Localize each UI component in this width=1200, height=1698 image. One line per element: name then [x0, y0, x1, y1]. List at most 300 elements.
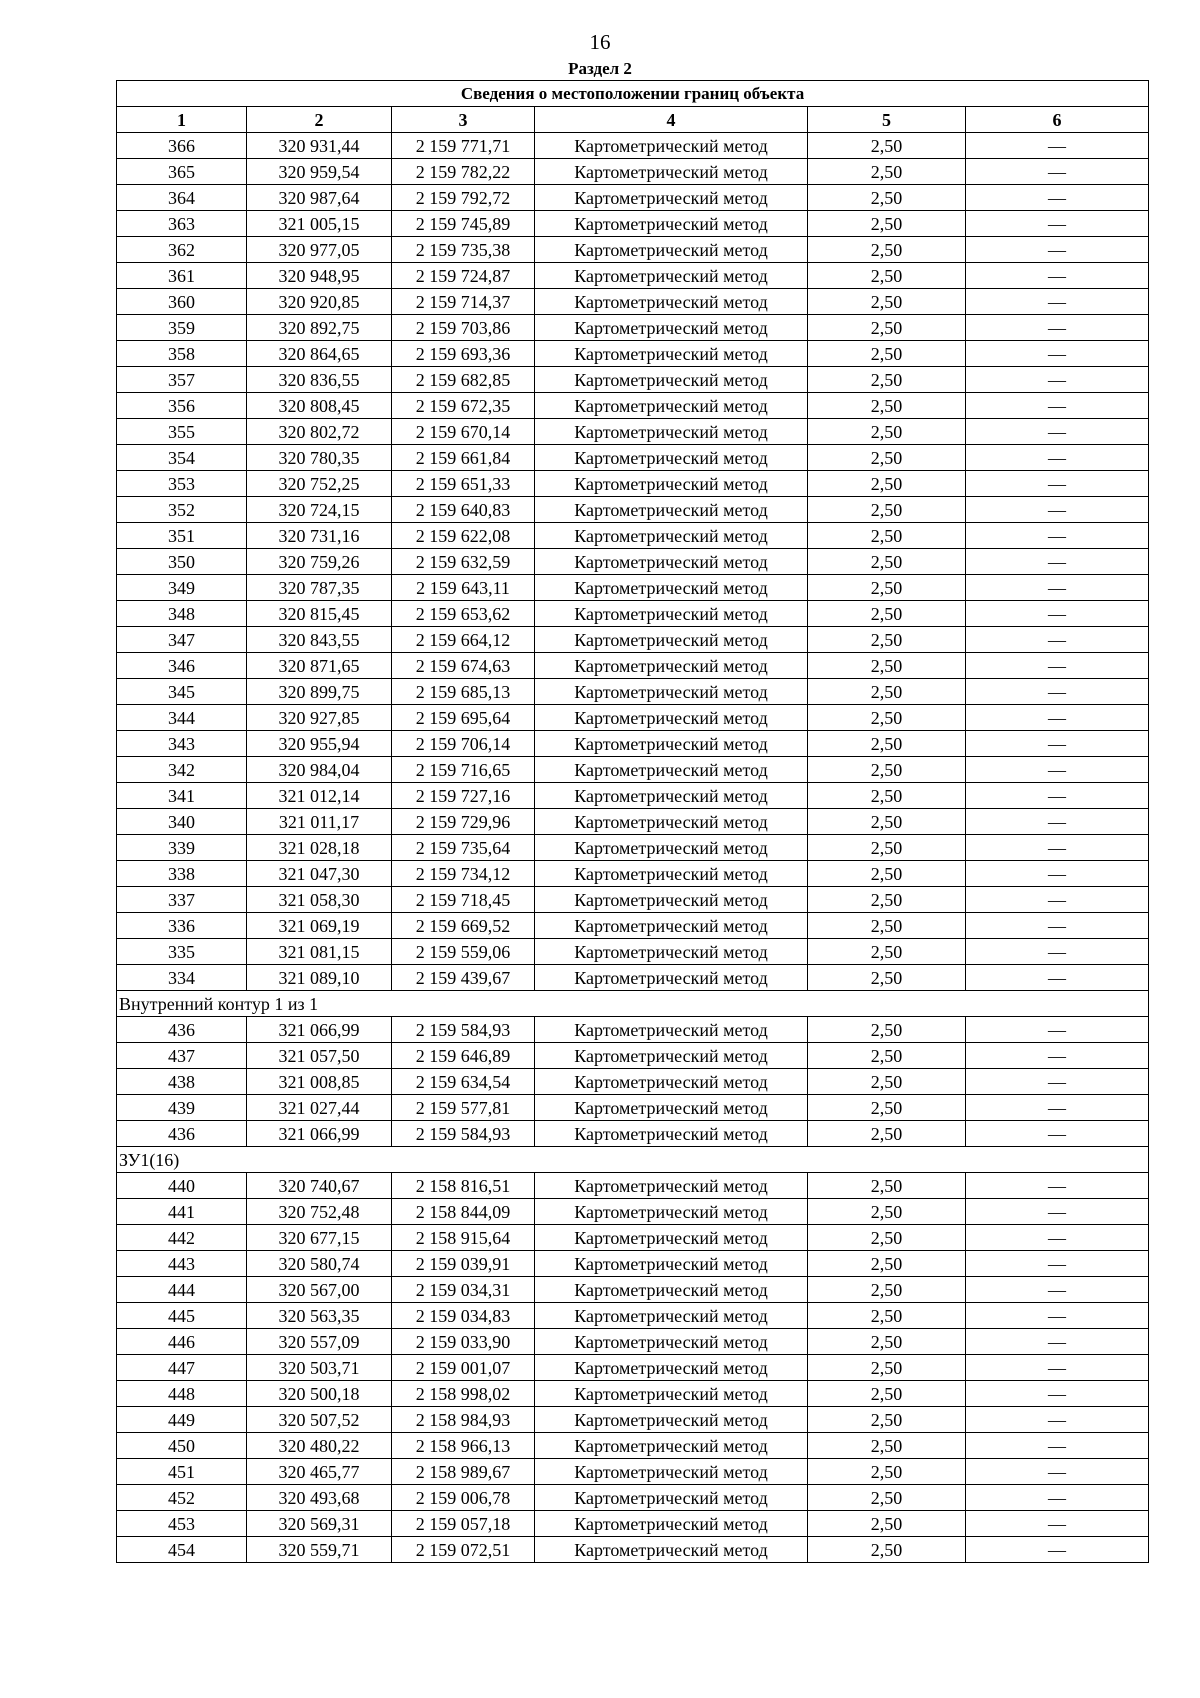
table-row [117, 861, 1149, 887]
table-row [117, 887, 1149, 913]
accuracy-cell: 2,50 [808, 1277, 966, 1303]
y-coordinate-cell: 2 159 735,38 [392, 237, 535, 263]
method-cell: Картометрический метод [535, 419, 808, 445]
point-number-cell: 348 [117, 601, 247, 627]
x-coordinate-cell: 320 787,35 [247, 575, 392, 601]
accuracy-cell: 2,50 [808, 1381, 966, 1407]
accuracy-cell: 2,50 [808, 185, 966, 211]
note-cell: — [966, 1173, 1149, 1199]
note-cell: — [966, 237, 1149, 263]
note-cell: — [966, 913, 1149, 939]
x-coordinate-cell: 320 752,48 [247, 1199, 392, 1225]
table-caption: Сведения о местоположении границ объекта [117, 81, 1149, 107]
x-coordinate-cell: 320 959,54 [247, 159, 392, 185]
table-row [117, 1303, 1149, 1329]
y-coordinate-cell: 2 159 703,86 [392, 315, 535, 341]
table-head [117, 81, 1149, 133]
x-coordinate-cell: 321 058,30 [247, 887, 392, 913]
table-row [117, 757, 1149, 783]
accuracy-cell: 2,50 [808, 393, 966, 419]
table-row [117, 965, 1149, 991]
table-row [117, 549, 1149, 575]
point-number-cell: 436 [117, 1121, 247, 1147]
method-cell: Картометрический метод [535, 1433, 808, 1459]
y-coordinate-cell: 2 159 664,12 [392, 627, 535, 653]
note-cell: — [966, 861, 1149, 887]
method-cell: Картометрический метод [535, 1537, 808, 1563]
x-coordinate-cell: 320 948,95 [247, 263, 392, 289]
accuracy-cell: 2,50 [808, 1121, 966, 1147]
y-coordinate-cell: 2 158 989,67 [392, 1459, 535, 1485]
y-coordinate-cell: 2 158 816,51 [392, 1173, 535, 1199]
note-cell: — [966, 445, 1149, 471]
point-number-cell: 355 [117, 419, 247, 445]
point-number-cell: 361 [117, 263, 247, 289]
method-cell: Картометрический метод [535, 393, 808, 419]
method-cell: Картометрический метод [535, 835, 808, 861]
note-cell: — [966, 627, 1149, 653]
accuracy-cell: 2,50 [808, 1537, 966, 1563]
note-cell: — [966, 757, 1149, 783]
note-cell: — [966, 575, 1149, 601]
point-number-cell: 335 [117, 939, 247, 965]
method-cell: Картометрический метод [535, 1017, 808, 1043]
point-number-cell: 350 [117, 549, 247, 575]
note-cell: — [966, 679, 1149, 705]
note-cell: — [966, 1225, 1149, 1251]
accuracy-cell: 2,50 [808, 1199, 966, 1225]
note-cell: — [966, 289, 1149, 315]
method-cell: Картометрический метод [535, 289, 808, 315]
column-header-2: 2 [247, 107, 392, 133]
x-coordinate-cell: 321 081,15 [247, 939, 392, 965]
column-header-1: 1 [117, 107, 247, 133]
y-coordinate-cell: 2 159 001,07 [392, 1355, 535, 1381]
point-number-cell: 352 [117, 497, 247, 523]
y-coordinate-cell: 2 159 439,67 [392, 965, 535, 991]
note-cell: — [966, 549, 1149, 575]
x-coordinate-cell: 320 987,64 [247, 185, 392, 211]
method-cell: Картометрический метод [535, 679, 808, 705]
y-coordinate-cell: 2 159 034,31 [392, 1277, 535, 1303]
accuracy-cell: 2,50 [808, 575, 966, 601]
table-row [117, 1329, 1149, 1355]
note-cell: — [966, 159, 1149, 185]
x-coordinate-cell: 320 752,25 [247, 471, 392, 497]
table-row [117, 1537, 1149, 1563]
point-number-cell: 437 [117, 1043, 247, 1069]
accuracy-cell: 2,50 [808, 1225, 966, 1251]
point-number-cell: 356 [117, 393, 247, 419]
point-number-cell: 438 [117, 1069, 247, 1095]
y-coordinate-cell: 2 159 771,71 [392, 133, 535, 159]
y-coordinate-cell: 2 159 559,06 [392, 939, 535, 965]
x-coordinate-cell: 321 012,14 [247, 783, 392, 809]
x-coordinate-cell: 321 047,30 [247, 861, 392, 887]
note-cell: — [966, 1303, 1149, 1329]
table-row [117, 653, 1149, 679]
point-number-cell: 336 [117, 913, 247, 939]
table-row [117, 679, 1149, 705]
x-coordinate-cell: 320 503,71 [247, 1355, 392, 1381]
note-cell: — [966, 263, 1149, 289]
y-coordinate-cell: 2 158 966,13 [392, 1433, 535, 1459]
table-row [117, 627, 1149, 653]
note-cell: — [966, 731, 1149, 757]
x-coordinate-cell: 320 927,85 [247, 705, 392, 731]
x-coordinate-cell: 320 871,65 [247, 653, 392, 679]
point-number-cell: 359 [117, 315, 247, 341]
y-coordinate-cell: 2 159 674,63 [392, 653, 535, 679]
accuracy-cell: 2,50 [808, 289, 966, 315]
note-cell: — [966, 965, 1149, 991]
column-header-5: 5 [808, 107, 966, 133]
y-coordinate-cell: 2 159 640,83 [392, 497, 535, 523]
note-cell: — [966, 809, 1149, 835]
x-coordinate-cell: 320 677,15 [247, 1225, 392, 1251]
point-number-cell: 446 [117, 1329, 247, 1355]
method-cell: Картометрический метод [535, 1329, 808, 1355]
point-number-cell: 338 [117, 861, 247, 887]
table-row [117, 731, 1149, 757]
x-coordinate-cell: 320 507,52 [247, 1407, 392, 1433]
point-number-cell: 450 [117, 1433, 247, 1459]
method-cell: Картометрический метод [535, 497, 808, 523]
method-cell: Картометрический метод [535, 1173, 808, 1199]
note-cell: — [966, 1017, 1149, 1043]
y-coordinate-cell: 2 159 651,33 [392, 471, 535, 497]
accuracy-cell: 2,50 [808, 1069, 966, 1095]
y-coordinate-cell: 2 159 072,51 [392, 1537, 535, 1563]
point-number-cell: 366 [117, 133, 247, 159]
x-coordinate-cell: 320 808,45 [247, 393, 392, 419]
accuracy-cell: 2,50 [808, 341, 966, 367]
table-row [117, 1069, 1149, 1095]
table-row [117, 809, 1149, 835]
y-coordinate-cell: 2 159 706,14 [392, 731, 535, 757]
method-cell: Картометрический метод [535, 861, 808, 887]
method-cell: Картометрический метод [535, 757, 808, 783]
point-number-cell: 343 [117, 731, 247, 757]
y-coordinate-cell: 2 159 653,62 [392, 601, 535, 627]
method-cell: Картометрический метод [535, 1407, 808, 1433]
y-coordinate-cell: 2 159 634,54 [392, 1069, 535, 1095]
note-cell: — [966, 185, 1149, 211]
point-number-cell: 365 [117, 159, 247, 185]
accuracy-cell: 2,50 [808, 861, 966, 887]
method-cell: Картометрический метод [535, 601, 808, 627]
x-coordinate-cell: 321 069,19 [247, 913, 392, 939]
method-cell: Картометрический метод [535, 887, 808, 913]
accuracy-cell: 2,50 [808, 913, 966, 939]
note-cell: — [966, 783, 1149, 809]
x-coordinate-cell: 321 057,50 [247, 1043, 392, 1069]
column-header-4: 4 [535, 107, 808, 133]
note-cell: — [966, 1433, 1149, 1459]
accuracy-cell: 2,50 [808, 731, 966, 757]
table-row [117, 289, 1149, 315]
note-cell: — [966, 1355, 1149, 1381]
table-row [117, 1199, 1149, 1225]
accuracy-cell: 2,50 [808, 1095, 966, 1121]
point-number-cell: 444 [117, 1277, 247, 1303]
point-number-cell: 363 [117, 211, 247, 237]
method-cell: Картометрический метод [535, 1459, 808, 1485]
y-coordinate-cell: 2 159 670,14 [392, 419, 535, 445]
point-number-cell: 364 [117, 185, 247, 211]
method-cell: Картометрический метод [535, 1381, 808, 1407]
table-row [117, 1043, 1149, 1069]
table-row [117, 1173, 1149, 1199]
y-coordinate-cell: 2 158 915,64 [392, 1225, 535, 1251]
note-cell: — [966, 341, 1149, 367]
table-row [117, 497, 1149, 523]
y-coordinate-cell: 2 159 734,12 [392, 861, 535, 887]
x-coordinate-cell: 320 780,35 [247, 445, 392, 471]
accuracy-cell: 2,50 [808, 471, 966, 497]
y-coordinate-cell: 2 159 643,11 [392, 575, 535, 601]
method-cell: Картометрический метод [535, 367, 808, 393]
x-coordinate-cell: 321 089,10 [247, 965, 392, 991]
accuracy-cell: 2,50 [808, 705, 966, 731]
method-cell: Картометрический метод [535, 627, 808, 653]
table-row [117, 393, 1149, 419]
x-coordinate-cell: 321 011,17 [247, 809, 392, 835]
x-coordinate-cell: 320 567,00 [247, 1277, 392, 1303]
accuracy-cell: 2,50 [808, 523, 966, 549]
method-cell: Картометрический метод [535, 471, 808, 497]
method-cell: Картометрический метод [535, 1121, 808, 1147]
y-coordinate-cell: 2 159 577,81 [392, 1095, 535, 1121]
column-header-3: 3 [392, 107, 535, 133]
x-coordinate-cell: 320 563,35 [247, 1303, 392, 1329]
accuracy-cell: 2,50 [808, 497, 966, 523]
section-title: Раздел 2 [568, 59, 632, 78]
note-cell: — [966, 887, 1149, 913]
point-number-cell: 341 [117, 783, 247, 809]
y-coordinate-cell: 2 159 661,84 [392, 445, 535, 471]
table-caption-row [117, 81, 1149, 107]
note-cell: — [966, 1095, 1149, 1121]
x-coordinate-cell: 321 027,44 [247, 1095, 392, 1121]
method-cell: Картометрический метод [535, 1199, 808, 1225]
method-cell: Картометрический метод [535, 445, 808, 471]
method-cell: Картометрический метод [535, 1069, 808, 1095]
y-coordinate-cell: 2 158 844,09 [392, 1199, 535, 1225]
table-row [117, 601, 1149, 627]
table-row [117, 133, 1149, 159]
note-cell: — [966, 497, 1149, 523]
method-cell: Картометрический метод [535, 341, 808, 367]
accuracy-cell: 2,50 [808, 263, 966, 289]
table-row [117, 367, 1149, 393]
x-coordinate-cell: 320 815,45 [247, 601, 392, 627]
point-number-cell: 342 [117, 757, 247, 783]
method-cell: Картометрический метод [535, 1095, 808, 1121]
table-row [117, 341, 1149, 367]
point-number-cell: 439 [117, 1095, 247, 1121]
y-coordinate-cell: 2 159 646,89 [392, 1043, 535, 1069]
y-coordinate-cell: 2 159 033,90 [392, 1329, 535, 1355]
accuracy-cell: 2,50 [808, 835, 966, 861]
accuracy-cell: 2,50 [808, 1433, 966, 1459]
x-coordinate-cell: 320 500,18 [247, 1381, 392, 1407]
method-cell: Картометрический метод [535, 549, 808, 575]
y-coordinate-cell: 2 159 714,37 [392, 289, 535, 315]
x-coordinate-cell: 321 028,18 [247, 835, 392, 861]
contour-subheader: Внутренний контур 1 из 1 [117, 991, 1149, 1017]
x-coordinate-cell: 320 465,77 [247, 1459, 392, 1485]
accuracy-cell: 2,50 [808, 965, 966, 991]
accuracy-cell: 2,50 [808, 1407, 966, 1433]
point-number-cell: 442 [117, 1225, 247, 1251]
y-coordinate-cell: 2 159 682,85 [392, 367, 535, 393]
table-row [117, 1095, 1149, 1121]
y-coordinate-cell: 2 159 718,45 [392, 887, 535, 913]
note-cell: — [966, 419, 1149, 445]
y-coordinate-cell: 2 159 745,89 [392, 211, 535, 237]
note-cell: — [966, 471, 1149, 497]
boundary-coordinates-table [116, 80, 1149, 1563]
table-row [117, 1511, 1149, 1537]
column-header-row [117, 107, 1149, 133]
method-cell: Картометрический метод [535, 653, 808, 679]
note-cell: — [966, 315, 1149, 341]
method-cell: Картометрический метод [535, 575, 808, 601]
point-number-cell: 362 [117, 237, 247, 263]
y-coordinate-cell: 2 159 669,52 [392, 913, 535, 939]
y-coordinate-cell: 2 158 984,93 [392, 1407, 535, 1433]
y-coordinate-cell: 2 159 716,65 [392, 757, 535, 783]
contour-subheader-row [117, 991, 1149, 1017]
note-cell: — [966, 705, 1149, 731]
point-number-cell: 447 [117, 1355, 247, 1381]
note-cell: — [966, 523, 1149, 549]
x-coordinate-cell: 320 731,16 [247, 523, 392, 549]
x-coordinate-cell: 320 955,94 [247, 731, 392, 757]
method-cell: Картометрический метод [535, 159, 808, 185]
y-coordinate-cell: 2 159 034,83 [392, 1303, 535, 1329]
point-number-cell: 346 [117, 653, 247, 679]
x-coordinate-cell: 320 580,74 [247, 1251, 392, 1277]
x-coordinate-cell: 320 836,55 [247, 367, 392, 393]
method-cell: Картометрический метод [535, 1511, 808, 1537]
method-cell: Картометрический метод [535, 263, 808, 289]
y-coordinate-cell: 2 159 584,93 [392, 1121, 535, 1147]
table-row [117, 211, 1149, 237]
table-row [117, 1407, 1149, 1433]
table-row [117, 783, 1149, 809]
x-coordinate-cell: 320 977,05 [247, 237, 392, 263]
x-coordinate-cell: 321 066,99 [247, 1017, 392, 1043]
point-number-cell: 445 [117, 1303, 247, 1329]
point-number-cell: 353 [117, 471, 247, 497]
accuracy-cell: 2,50 [808, 783, 966, 809]
x-coordinate-cell: 320 843,55 [247, 627, 392, 653]
y-coordinate-cell: 2 158 998,02 [392, 1381, 535, 1407]
y-coordinate-cell: 2 159 584,93 [392, 1017, 535, 1043]
y-coordinate-cell: 2 159 685,13 [392, 679, 535, 705]
method-cell: Картометрический метод [535, 783, 808, 809]
table-row [117, 1433, 1149, 1459]
table-row [117, 1225, 1149, 1251]
x-coordinate-cell: 320 759,26 [247, 549, 392, 575]
method-cell: Картометрический метод [535, 965, 808, 991]
x-coordinate-cell: 320 740,67 [247, 1173, 392, 1199]
x-coordinate-cell: 320 931,44 [247, 133, 392, 159]
point-number-cell: 351 [117, 523, 247, 549]
table-body [117, 133, 1149, 1563]
x-coordinate-cell: 320 864,65 [247, 341, 392, 367]
accuracy-cell: 2,50 [808, 1251, 966, 1277]
note-cell: — [966, 1459, 1149, 1485]
accuracy-cell: 2,50 [808, 1017, 966, 1043]
point-number-cell: 436 [117, 1017, 247, 1043]
x-coordinate-cell: 320 892,75 [247, 315, 392, 341]
y-coordinate-cell: 2 159 006,78 [392, 1485, 535, 1511]
note-cell: — [966, 835, 1149, 861]
x-coordinate-cell: 320 802,72 [247, 419, 392, 445]
y-coordinate-cell: 2 159 695,64 [392, 705, 535, 731]
method-cell: Картометрический метод [535, 705, 808, 731]
point-number-cell: 340 [117, 809, 247, 835]
accuracy-cell: 2,50 [808, 679, 966, 705]
method-cell: Картометрический метод [535, 315, 808, 341]
y-coordinate-cell: 2 159 039,91 [392, 1251, 535, 1277]
x-coordinate-cell: 320 724,15 [247, 497, 392, 523]
table-row [117, 939, 1149, 965]
x-coordinate-cell: 320 480,22 [247, 1433, 392, 1459]
table-row [117, 1251, 1149, 1277]
method-cell: Картометрический метод [535, 731, 808, 757]
table-row [117, 1459, 1149, 1485]
note-cell: — [966, 1381, 1149, 1407]
y-coordinate-cell: 2 159 693,36 [392, 341, 535, 367]
column-header-6: 6 [966, 107, 1149, 133]
y-coordinate-cell: 2 159 622,08 [392, 523, 535, 549]
table-row [117, 471, 1149, 497]
accuracy-cell: 2,50 [808, 367, 966, 393]
point-number-cell: 347 [117, 627, 247, 653]
table-row [117, 1485, 1149, 1511]
point-number-cell: 452 [117, 1485, 247, 1511]
table-row [117, 835, 1149, 861]
point-number-cell: 345 [117, 679, 247, 705]
point-number-cell: 358 [117, 341, 247, 367]
method-cell: Картометрический метод [535, 237, 808, 263]
accuracy-cell: 2,50 [808, 159, 966, 185]
y-coordinate-cell: 2 159 735,64 [392, 835, 535, 861]
x-coordinate-cell: 321 005,15 [247, 211, 392, 237]
table-row [117, 315, 1149, 341]
y-coordinate-cell: 2 159 724,87 [392, 263, 535, 289]
page-number: 16 [589, 30, 611, 54]
note-cell: — [966, 653, 1149, 679]
method-cell: Картометрический метод [535, 523, 808, 549]
note-cell: — [966, 367, 1149, 393]
point-number-cell: 441 [117, 1199, 247, 1225]
point-number-cell: 337 [117, 887, 247, 913]
method-cell: Картометрический метод [535, 133, 808, 159]
accuracy-cell: 2,50 [808, 1485, 966, 1511]
table-row [117, 237, 1149, 263]
method-cell: Картометрический метод [535, 1355, 808, 1381]
method-cell: Картометрический метод [535, 1043, 808, 1069]
accuracy-cell: 2,50 [808, 419, 966, 445]
accuracy-cell: 2,50 [808, 237, 966, 263]
accuracy-cell: 2,50 [808, 549, 966, 575]
note-cell: — [966, 1329, 1149, 1355]
